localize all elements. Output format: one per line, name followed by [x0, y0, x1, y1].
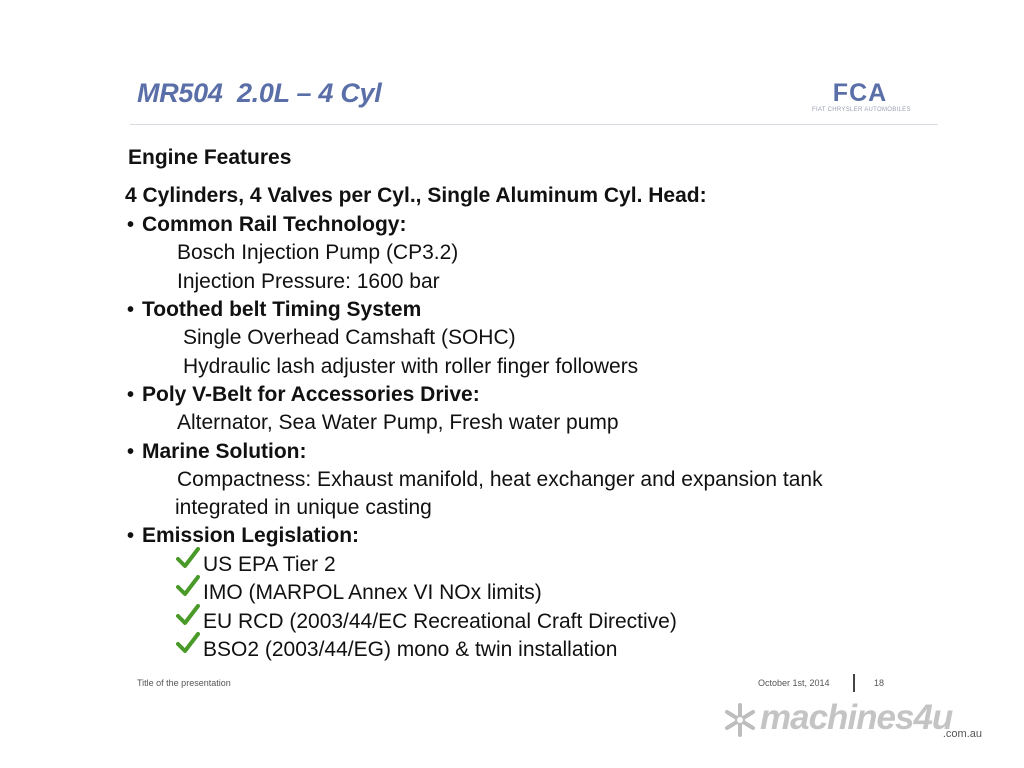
snowflake-icon [722, 702, 758, 738]
bullet-item: Injection Pressure: 1600 bar [177, 270, 440, 293]
watermark [722, 698, 992, 748]
bullet-item: integrated in unique casting [175, 496, 432, 519]
title-divider [130, 124, 938, 125]
watermark-text: machines4u [760, 698, 953, 737]
fca-logo [812, 79, 911, 120]
page-number: 18 [874, 678, 885, 688]
bullet-label: Marine Solution: [142, 440, 307, 463]
checkmark-icon [176, 575, 200, 597]
bullet-item: Single Overhead Camshaft (SOHC) [183, 326, 516, 349]
bullet-marker: • [127, 299, 135, 321]
check-item: US EPA Tier 2 [203, 553, 336, 576]
bullet-label: Toothed belt Timing System [142, 298, 422, 321]
checkmark-icon [176, 547, 200, 569]
bullet-label: Emission Legislation: [142, 524, 360, 547]
footer-date: October 1st, 2014 [758, 678, 830, 688]
section-heading: Engine Features [128, 146, 292, 169]
checkmark-icon [176, 632, 200, 654]
bullet-item: Alternator, Sea Water Pump, Fresh water pump [177, 411, 619, 434]
intro-line: 4 Cylinders, 4 Valves per Cyl., Single Aluminum Cyl. Head: [125, 184, 707, 207]
bullet-label: Poly V-Belt for Accessories Drive: [142, 383, 480, 406]
watermark-domain: .com.au [942, 728, 982, 740]
bullet-label: Common Rail Technology: [142, 213, 407, 236]
slide-title: MR504 2.0L – 4 Cyl [137, 78, 382, 108]
logo-text: FCA [832, 79, 888, 107]
bullet-item: Hydraulic lash adjuster with roller finger followers [183, 355, 639, 378]
logo-subtext: FIAT CHRYSLER AUTOMOBILES [812, 107, 911, 113]
bullet-marker: • [127, 384, 135, 406]
checkmark-icon [176, 604, 200, 626]
check-item: IMO (MARPOL Annex VI NOx limits) [203, 581, 542, 604]
bullet-marker: • [127, 214, 135, 236]
bullet-item: Compactness: Exhaust manifold, heat exchanger and expansion tank [177, 468, 823, 491]
bullet-item: Bosch Injection Pump (CP3.2) [177, 241, 459, 264]
bullet-marker: • [127, 525, 135, 547]
footer-divider [853, 674, 855, 692]
check-item: EU RCD (2003/44/EC Recreational Craft Directive) [203, 610, 677, 633]
footer-title: Title of the presentation [137, 678, 231, 688]
bullet-marker: • [127, 441, 135, 463]
check-item: BSO2 (2003/44/EG) mono & twin installation [203, 638, 618, 661]
